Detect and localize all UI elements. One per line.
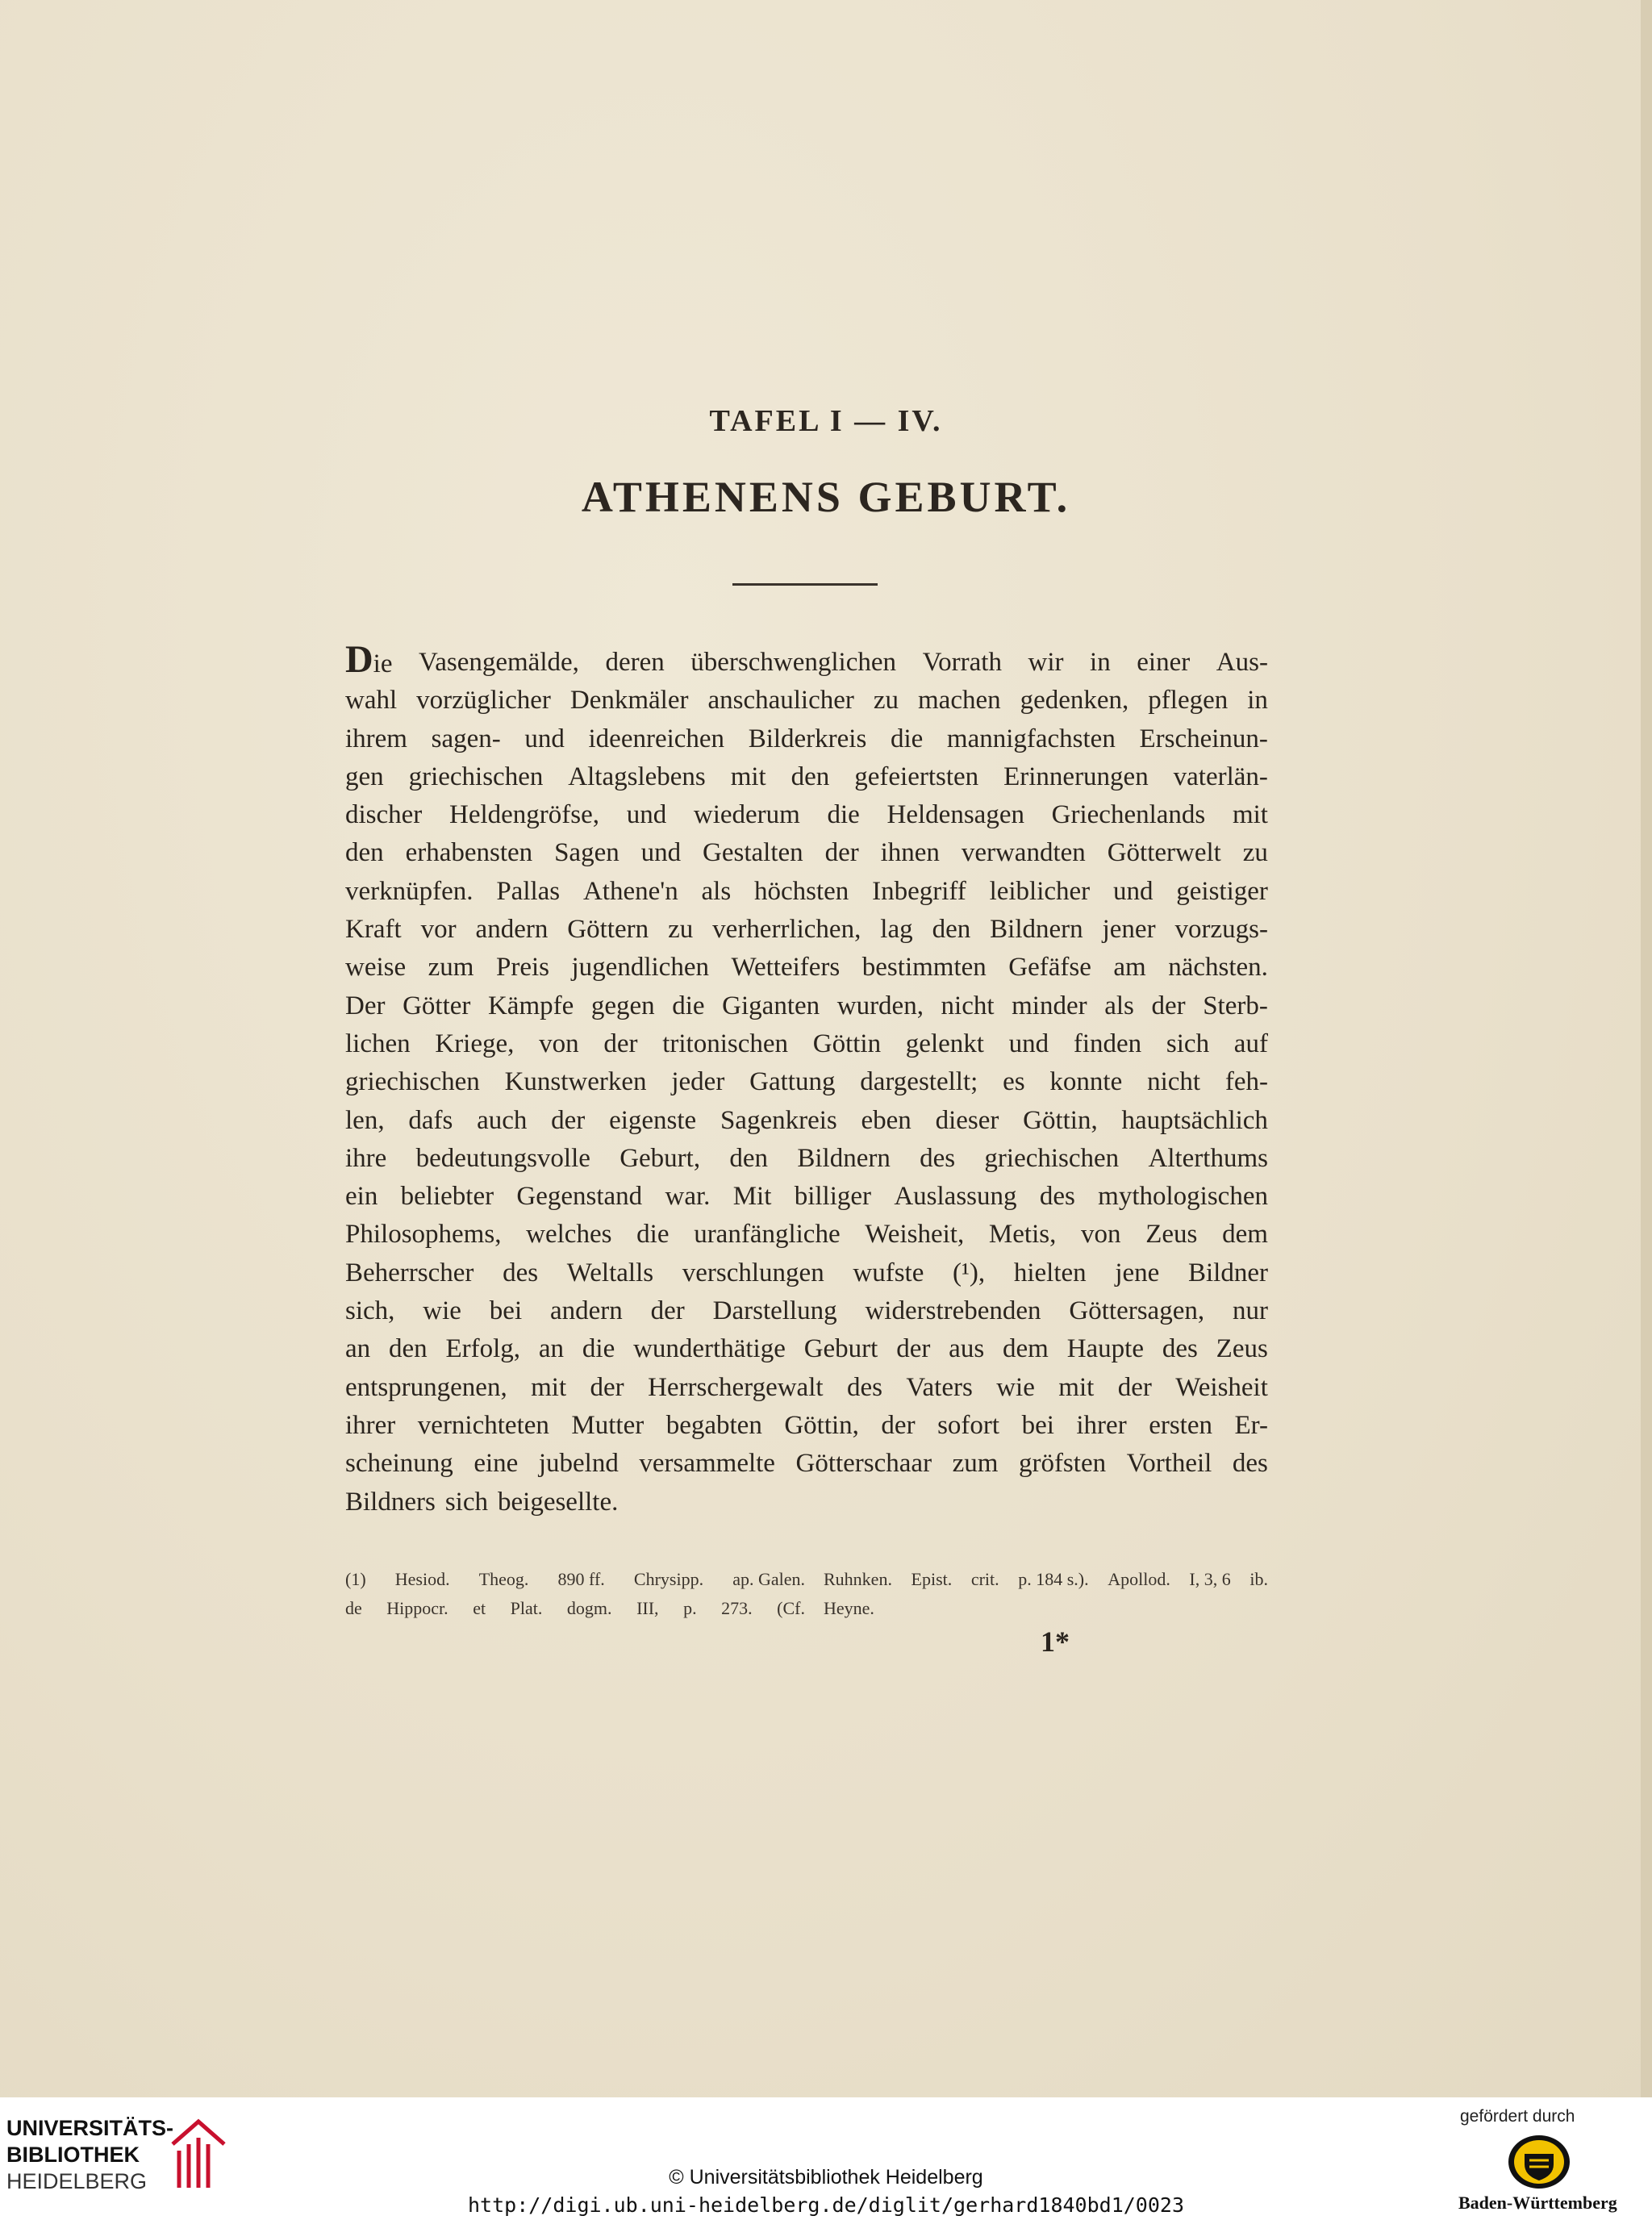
word: Wetteifers	[731, 953, 841, 983]
word: gelenkt	[905, 1029, 984, 1058]
word: versammelte	[639, 1449, 775, 1479]
word: len,	[345, 1105, 385, 1135]
footnote-line	[824, 1565, 1268, 1594]
word: Weisheit,	[865, 1220, 965, 1250]
word: als	[701, 876, 732, 906]
footnote-word: p. 184 s.).	[1018, 1569, 1089, 1589]
word: Göttersagen,	[1069, 1296, 1205, 1326]
word: Sagen	[554, 838, 620, 868]
text-line	[345, 873, 1268, 911]
word: leiblicher	[989, 876, 1091, 906]
word: mit	[1058, 1372, 1095, 1402]
word: mit	[1232, 800, 1268, 830]
word: lag	[880, 915, 913, 945]
word: gen	[345, 762, 384, 791]
word: jugendlichen	[571, 953, 709, 983]
word: vaterlän-	[1173, 762, 1268, 791]
library-name-line3: HEIDELBERG	[6, 2169, 148, 2193]
word: Beherrscher	[345, 1258, 474, 1287]
word: Der	[345, 991, 386, 1020]
word: Göttin,	[1023, 1105, 1098, 1135]
word: jener	[1102, 915, 1156, 945]
word: lichen	[345, 1029, 411, 1058]
word: ihrem	[345, 724, 407, 753]
word: dem	[1003, 1334, 1049, 1364]
text-line	[345, 758, 1268, 796]
word: Gestalten	[703, 838, 803, 868]
word: Vaters	[906, 1372, 973, 1402]
word: Kämpfe	[487, 991, 574, 1020]
word: feh-	[1224, 1067, 1268, 1097]
word: Mutter	[571, 1410, 645, 1440]
word: beliebter	[400, 1182, 494, 1212]
word: und	[640, 838, 682, 868]
word: Heldengröfse,	[448, 800, 599, 830]
funder-name: Baden-Württemberg	[1458, 2193, 1617, 2213]
title-rule	[732, 583, 878, 586]
text-line	[345, 1254, 1268, 1292]
word: jubelnd	[538, 1449, 619, 1479]
word: griechischen	[408, 762, 544, 791]
text-line	[345, 720, 1268, 758]
word: ein	[345, 1182, 378, 1212]
word: höchsten	[753, 876, 849, 906]
word: in	[1247, 686, 1268, 716]
word: dem	[1222, 1220, 1268, 1250]
word: vorzüglicher	[416, 686, 551, 716]
word: wir	[1028, 648, 1064, 677]
word: des	[920, 1143, 956, 1173]
word: erhabensten	[405, 838, 533, 868]
word: Zeus	[1145, 1220, 1198, 1250]
word: Gegenstand	[516, 1182, 643, 1212]
word: Götterschaar	[795, 1449, 932, 1479]
word: des	[1162, 1334, 1198, 1364]
word: Göttin	[812, 1029, 882, 1058]
word: und	[1112, 876, 1153, 906]
word: Metis,	[988, 1220, 1057, 1250]
word: der	[881, 1410, 916, 1440]
word: der	[551, 1105, 586, 1135]
word: Bildner	[1187, 1258, 1268, 1287]
word: nur	[1232, 1296, 1268, 1326]
word: wurden,	[836, 991, 924, 1020]
word: auch	[477, 1105, 528, 1135]
word: widerstrebenden	[865, 1296, 1041, 1326]
word: Sterb-	[1203, 991, 1268, 1020]
footnote-word: (1)	[345, 1569, 366, 1589]
copyright-notice: © Universitätsbibliothek Heidelberg	[669, 2166, 983, 2189]
footnote-word: dogm.	[566, 1598, 612, 1618]
word: andern	[549, 1296, 623, 1326]
word: bestimmten	[861, 953, 987, 983]
word: Gattung	[749, 1067, 836, 1097]
word: beigesellte.	[498, 1487, 619, 1517]
word: in	[1090, 648, 1111, 677]
word: Inbegriff	[872, 876, 966, 906]
word: mit	[730, 762, 766, 791]
footnote-word: I, 3, 6	[1189, 1569, 1231, 1589]
word: ideenreichen	[588, 724, 725, 753]
word: zu	[1242, 838, 1268, 868]
footnote-word: Hesiod.	[394, 1569, 450, 1589]
word: von	[539, 1029, 579, 1058]
word: Preis	[496, 953, 549, 983]
word: scheinung	[345, 1449, 453, 1479]
word: griechischen	[984, 1143, 1120, 1173]
word: an	[345, 1334, 371, 1364]
word: Mit	[732, 1182, 772, 1212]
footnote-word: 890 ff.	[557, 1569, 605, 1589]
word: dafs	[408, 1105, 453, 1135]
word: sich	[1166, 1029, 1210, 1058]
word: bedeutungsvolle	[415, 1143, 590, 1173]
word: Haupte	[1066, 1334, 1144, 1364]
word: hauptsächlich	[1121, 1105, 1268, 1135]
word: Zeus	[1216, 1334, 1268, 1364]
word: wie	[423, 1296, 461, 1326]
word: der	[603, 1029, 638, 1058]
footnote-line: Heyne.	[824, 1598, 874, 1618]
text-line	[345, 638, 1268, 682]
text-line	[345, 682, 1268, 720]
word: mythologischen	[1098, 1182, 1268, 1212]
word: discher	[345, 800, 423, 830]
word: zum	[952, 1449, 999, 1479]
library-name-line2: BIBLIOTHEK	[6, 2143, 140, 2167]
text-line	[345, 1445, 1268, 1483]
word: aus	[949, 1334, 985, 1364]
word: den	[389, 1334, 428, 1364]
word: hielten	[1013, 1258, 1087, 1287]
word: weise	[345, 953, 407, 983]
word: Aus-	[1216, 648, 1268, 677]
word: der	[650, 1296, 685, 1326]
word: sagen-	[431, 724, 501, 753]
word: Geburt,	[620, 1143, 701, 1173]
word: begabten	[665, 1410, 762, 1440]
text-line	[345, 1063, 1268, 1101]
footnote-word: Chrysipp.	[633, 1569, 704, 1589]
word: gefeiertsten	[854, 762, 979, 791]
footnote-word: et	[473, 1598, 486, 1618]
drop-cap: D	[345, 638, 373, 681]
word: sich	[444, 1487, 488, 1517]
word: die	[890, 724, 924, 753]
word: machen	[918, 686, 1001, 716]
footnote-word: ap. Galen.	[732, 1569, 805, 1589]
word: Vasengemälde,	[419, 648, 579, 677]
footnote-word: (Cf.	[777, 1598, 805, 1618]
word: den	[729, 1143, 769, 1173]
word: Götterwelt	[1107, 838, 1221, 868]
word: Weisheit	[1175, 1372, 1268, 1402]
word: mannigfachsten	[946, 724, 1116, 753]
word: Herrschergewalt	[648, 1372, 824, 1402]
word: des	[1039, 1182, 1075, 1212]
word: uranfängliche	[694, 1220, 841, 1250]
word: die	[582, 1334, 615, 1364]
word: des	[503, 1258, 539, 1287]
word: die	[827, 800, 860, 830]
text-line	[345, 1483, 1268, 1521]
word: als	[1104, 991, 1134, 1020]
word: Die	[345, 638, 393, 681]
word: Philosophems,	[345, 1220, 502, 1250]
library-name-line1: UNIVERSITÄTS-	[6, 2116, 174, 2140]
word: wiederum	[693, 800, 800, 830]
word: einer	[1137, 648, 1191, 677]
footnote-word: Apollod.	[1108, 1569, 1170, 1589]
word: überschwenglichen	[690, 648, 897, 677]
footnote-line	[345, 1565, 805, 1594]
source-url-link[interactable]: http://digi.ub.uni-heidelberg.de/diglit/gerhard1840bd1/0023	[467, 2193, 1185, 2217]
funded-by-label: gefördert durch	[1460, 2107, 1575, 2126]
word: Erscheinun-	[1139, 724, 1268, 753]
word: geistiger	[1176, 876, 1268, 906]
word: den	[932, 915, 971, 945]
word: Alterthums	[1148, 1143, 1268, 1173]
word: Göttin,	[784, 1410, 859, 1440]
word: der	[1151, 991, 1186, 1020]
word: Griechenlands	[1051, 800, 1206, 830]
word: nicht	[941, 991, 995, 1020]
word: griechischen	[345, 1067, 480, 1097]
word: wufste	[853, 1258, 924, 1287]
word: der	[1117, 1372, 1152, 1402]
text-line	[345, 1140, 1268, 1178]
word: welches	[526, 1220, 612, 1250]
text-line	[345, 987, 1268, 1025]
word: vorzugs-	[1174, 915, 1268, 945]
word: den	[345, 838, 384, 868]
body-text	[345, 638, 1268, 1521]
word: Göttern	[567, 915, 649, 945]
word: eben	[861, 1105, 912, 1135]
word: Heldensagen	[886, 800, 1024, 830]
word: Bildners	[345, 1487, 436, 1517]
word: sich,	[345, 1296, 395, 1326]
word: vor	[420, 915, 457, 945]
word: ihrer	[345, 1410, 396, 1440]
word: ihre	[345, 1143, 387, 1173]
word: wahl	[345, 686, 398, 716]
word: Bilderkreis	[748, 724, 867, 753]
word: Geburt	[803, 1334, 878, 1364]
word: der	[590, 1372, 624, 1402]
footnotes	[345, 1565, 1268, 1626]
word: Altagslebens	[568, 762, 706, 791]
word: verherrlichen,	[712, 915, 861, 945]
word: der	[896, 1334, 931, 1364]
text-line	[345, 834, 1268, 872]
word: mit	[531, 1372, 567, 1402]
word: deren	[605, 648, 665, 677]
text-line	[345, 1330, 1268, 1368]
word: Erfolg,	[445, 1334, 521, 1364]
word: es	[1003, 1067, 1025, 1097]
word: Sagenkreis	[720, 1105, 837, 1135]
word: von	[1081, 1220, 1121, 1250]
word: jene	[1115, 1258, 1160, 1287]
word: wie	[996, 1372, 1035, 1402]
word: Gefäfse	[1008, 953, 1091, 983]
word: Erinnerungen	[1003, 762, 1149, 791]
word: den	[791, 762, 830, 791]
word: des	[1232, 1449, 1268, 1479]
signature-mark: 1*	[1041, 1625, 1070, 1658]
word: entsprungenen,	[345, 1372, 507, 1402]
footnote-word: Plat.	[510, 1598, 543, 1618]
word: Götter	[403, 991, 471, 1020]
word: pflegen	[1148, 686, 1229, 716]
word: Kriege,	[435, 1029, 515, 1058]
word: nicht	[1147, 1067, 1201, 1097]
footnote-line	[345, 1594, 805, 1623]
footnote-word: ib.	[1249, 1569, 1268, 1589]
word: verschlungen	[682, 1258, 824, 1287]
word: verknüpfen.	[345, 876, 473, 906]
word: Giganten	[722, 991, 820, 1020]
baden-wuerttemberg-seal-icon	[1507, 2134, 1571, 2190]
word: des	[846, 1372, 882, 1402]
word: gedenken,	[1020, 686, 1129, 716]
text-line	[345, 796, 1268, 834]
word: gröfsten	[1018, 1449, 1107, 1479]
footnote-word: crit.	[970, 1569, 999, 1589]
text-line	[345, 1178, 1268, 1216]
text-line	[345, 1216, 1268, 1254]
footnote-word: Epist.	[911, 1569, 953, 1589]
word: ihrer	[1076, 1410, 1127, 1440]
text-line	[345, 911, 1268, 949]
word: Kraft	[345, 915, 402, 945]
footnote-word: p.	[683, 1598, 697, 1618]
word: und	[524, 724, 565, 753]
word: ihnen	[880, 838, 940, 868]
word: zu	[668, 915, 694, 945]
word: minder	[1012, 991, 1087, 1020]
word: am	[1113, 953, 1146, 983]
word: sofort	[937, 1410, 1000, 1440]
word: Weltalls	[566, 1258, 654, 1287]
text-line	[345, 1102, 1268, 1140]
word: Kunstwerken	[504, 1067, 647, 1097]
footnote-word: Ruhnken.	[824, 1569, 892, 1589]
word: tritonischen	[662, 1029, 789, 1058]
word: vernichteten	[417, 1410, 549, 1440]
footnote-word: 273.	[721, 1598, 753, 1618]
word: billiger	[794, 1182, 872, 1212]
word: Darstellung	[712, 1296, 837, 1326]
footnote-word: Theog.	[478, 1569, 529, 1589]
word: Bildnern	[990, 915, 1083, 945]
word: an	[538, 1334, 565, 1364]
word: ersten	[1149, 1410, 1212, 1440]
footnote-word: de	[345, 1598, 362, 1618]
word: der	[824, 838, 859, 868]
text-line	[345, 949, 1268, 987]
word: und	[1008, 1029, 1049, 1058]
word: (¹),	[953, 1258, 986, 1287]
word: gegen	[590, 991, 655, 1020]
word: Er-	[1234, 1410, 1268, 1440]
word: bei	[1021, 1410, 1054, 1440]
word: Denkmäler	[569, 686, 689, 716]
word: dieser	[935, 1105, 999, 1135]
word: war.	[665, 1182, 711, 1212]
word: Auslassung	[894, 1182, 1017, 1212]
word: bei	[489, 1296, 523, 1326]
word: die	[636, 1220, 670, 1250]
word: die	[672, 991, 705, 1020]
word: konnte	[1049, 1067, 1123, 1097]
footnote-word: III,	[636, 1598, 659, 1618]
plate-heading: TAFEL I — IV.	[709, 404, 943, 438]
word: Pallas	[496, 876, 561, 906]
word: andern	[475, 915, 549, 945]
word: Vorrath	[922, 648, 1002, 677]
word: Athene'n	[582, 876, 678, 906]
word: zu	[873, 686, 899, 716]
word: und	[626, 800, 667, 830]
footnote-word: Hippocr.	[386, 1598, 448, 1618]
word: Vortheil	[1126, 1449, 1212, 1479]
footnote-left-column	[345, 1565, 805, 1623]
text-line	[345, 1407, 1268, 1445]
text-line	[345, 1025, 1268, 1063]
word: Bildnern	[797, 1143, 891, 1173]
word: auf	[1233, 1029, 1268, 1058]
word: jeder	[671, 1067, 725, 1097]
word: anschaulicher	[707, 686, 854, 716]
footnote-right-column	[824, 1565, 1268, 1623]
text-line	[345, 1369, 1268, 1407]
word: eine	[473, 1449, 519, 1479]
text-line	[345, 1292, 1268, 1330]
word: eigenste	[609, 1105, 697, 1135]
page-edge	[1641, 0, 1652, 2097]
word: finden	[1073, 1029, 1142, 1058]
word: verwandten	[961, 838, 1086, 868]
page-title: ATHENENS GEBURT.	[581, 473, 1071, 521]
word: dargestellt;	[860, 1067, 978, 1097]
word: wunderthätige	[633, 1334, 786, 1364]
word: nächsten.	[1168, 953, 1268, 983]
word: zum	[428, 953, 474, 983]
